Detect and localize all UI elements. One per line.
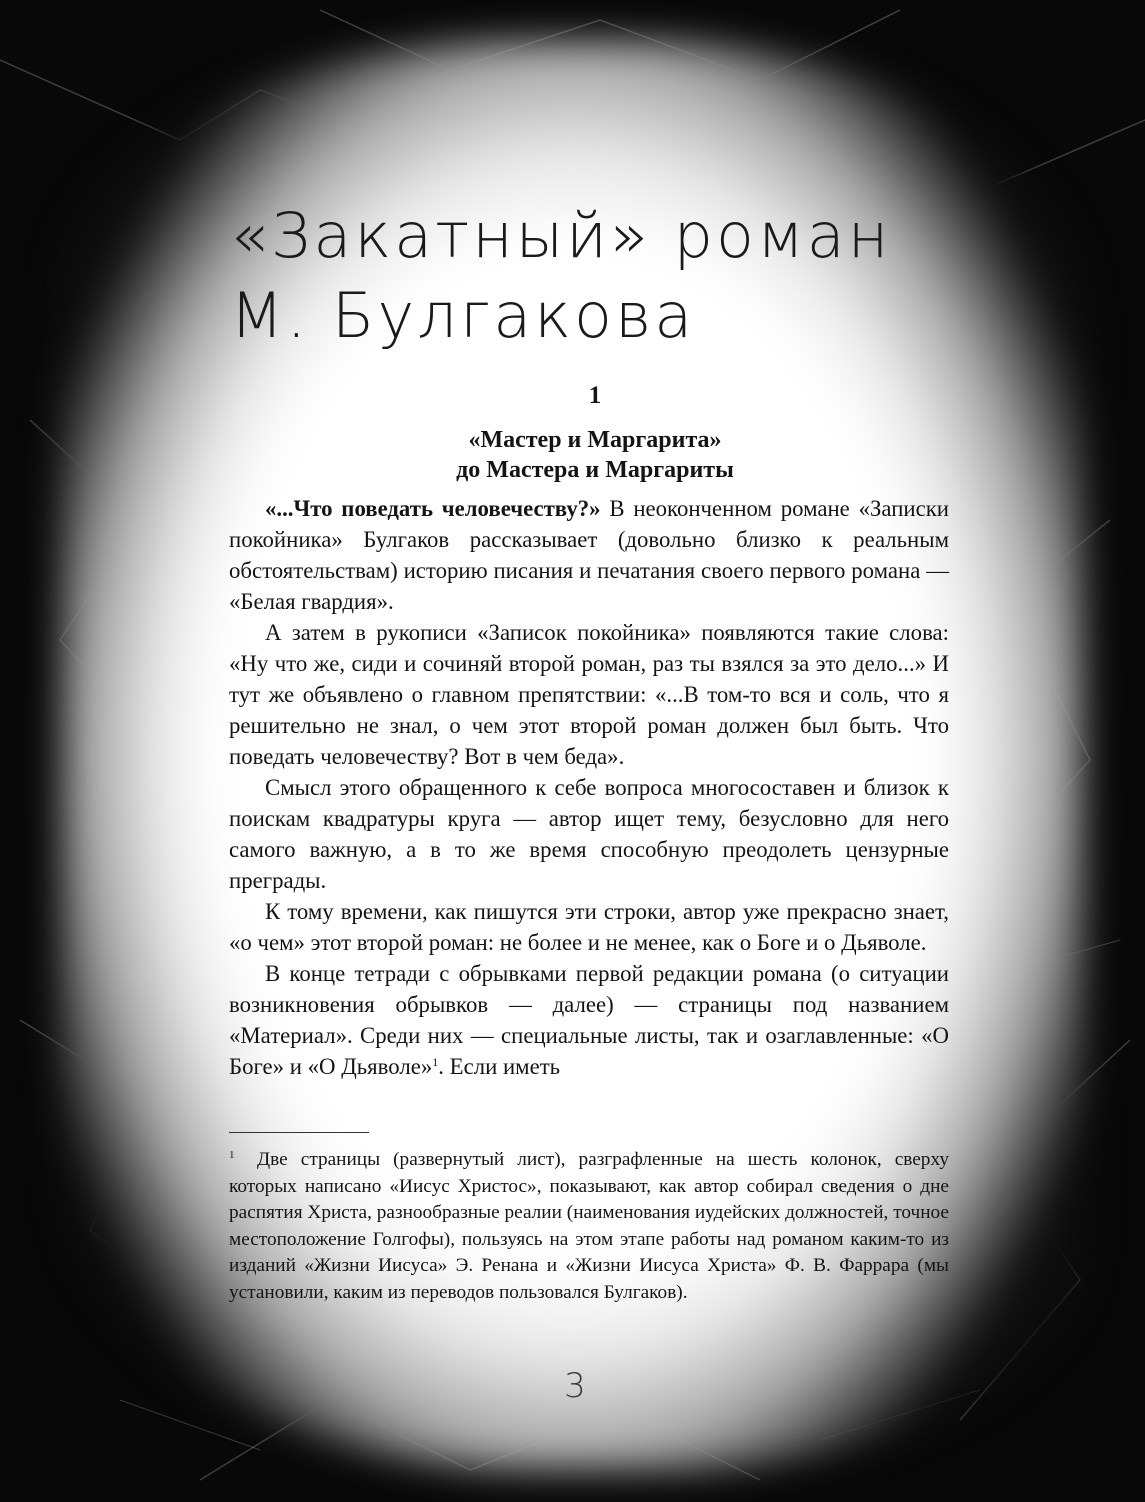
title-line: «Закатный» роман [230,199,892,272]
paragraph: А затем в рукописи «Записок покойника» появляются такие слова: «Ну что же, сиди и сочиняй второй роман, раз ты взялся за это дело...» И тут же объявлено о главном препятствии: «...В том-то вся и соль, что я решительно не знал, о чем этот второй роман должен был быть. Что поведать человечеству? Вот в чем беда». [229,620,949,769]
body-text [229,493,949,1082]
chapter-title-line: «Мастер и Маргарита» [468,427,722,453]
footnote: 1 Две страницы (развернутый лист), разграфленные на шесть колонок, сверху которых написано «Иисус Христос», показывают, как автор собирал сведения о дне распятия Христа, разнообразные реалии (наименования иудейских должностей, точное местоположение Голгофы), пользуясь на этом этапе работы над романом каким-то из изданий «Жизни Иисуса» Э. Ренана и «Жизни Иисуса Христа» Ф. В. Фаррара (мы установили, каким из переводов пользовался Булгаков). [229,1149,949,1303]
footnote-reference[interactable]: 1 [432,1055,439,1069]
chapter-title [185,425,1005,485]
paragraph-text: . Если иметь [438,1054,561,1079]
paragraph [229,958,949,1082]
paragraph [229,493,949,617]
footnote-divider [229,1132,369,1133]
chapter-title-line: до Мастера и Маргариты [456,457,734,483]
footnote-text: Две страницы (развернутый лист), разграфленные на шесть колонок, сверху которых написано «Иисус Христос», показывают, как автор собирал сведения о дне распятия Христа, разнообразные реалии (наименования иудейских должностей, точное местоположение Голгофы), пользуясь на этом этапе работы над романом каким-то из изданий «Жизни Иисуса» Э. Ренана и «Жизни Иисуса Христа» Ф. В. Фаррара (мы установили, каким из переводов пользовался Булгаков). [229,1149,949,1303]
book-title [230,196,990,356]
title-line: М. Булгакова [230,279,696,352]
page-number: 3 [564,1366,586,1406]
paragraph-lead: «...Что поведать человечеству?» [265,496,601,521]
paragraph: К тому времени, как пишутся эти строки, автор уже прекрасно знает, «о чем» этот второй роман: не более и не менее, как о Боге и о Дьяволе. [229,899,949,955]
paragraph-text: В конце тетради с обрывками первой редакции романа (о ситуации возникновения обрывков — далее) — страницы под названием «Материал». Среди них — специальные листы, так и озаглавленные: «О Боге» и «О Дьяволе» [229,961,949,1079]
chapter-number: 1 [588,382,602,409]
paragraph: Смысл этого обращенного к себе вопроса многосоставен и близок к поискам квадратуры круга — автор ищет тему, безусловно для него самого важную, а в то же время способную преодолеть цензурные преграды. [229,775,949,893]
paragraph-text: В неоконченном романе «Записки покойника» Булгаков рассказывает (довольно близко к реальным обстоятельствам) историю писания и печатания своего первого романа — «Белая гвардия». [229,496,949,614]
